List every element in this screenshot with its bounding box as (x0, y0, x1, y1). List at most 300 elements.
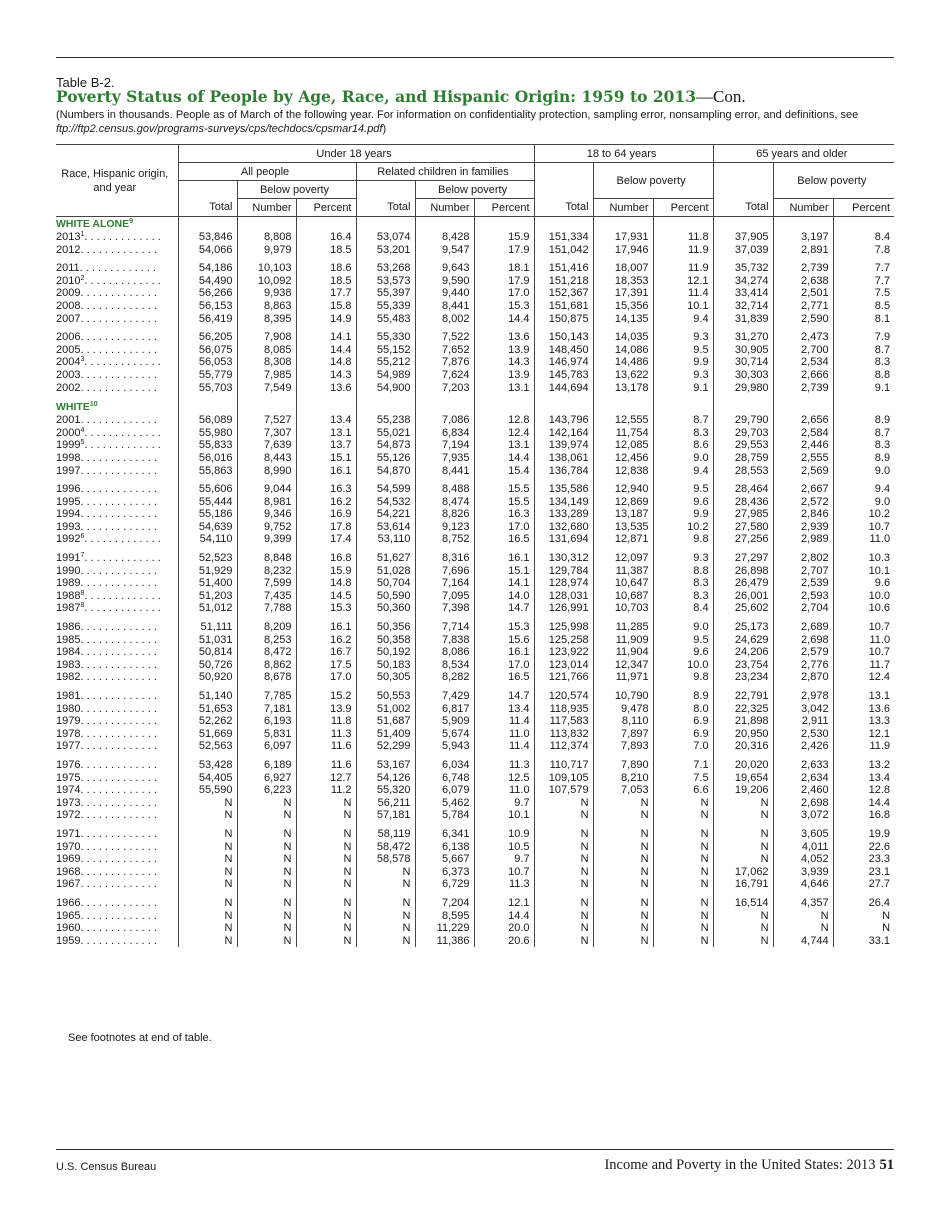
data-cell: 17.7 (296, 287, 356, 300)
data-cell: 56,205 (178, 331, 237, 344)
table-row (56, 784, 894, 797)
data-cell: 3,072 (773, 809, 833, 822)
data-cell: 9,590 (415, 275, 474, 288)
data-cell: 135,586 (534, 483, 593, 496)
year-cell (56, 508, 178, 521)
section-cell (653, 400, 713, 414)
data-cell: N (237, 897, 296, 910)
data-cell: 12,869 (593, 496, 653, 509)
data-cell: 2,593 (773, 590, 833, 603)
data-cell: 15.6 (474, 634, 534, 647)
data-cell: 2,667 (773, 483, 833, 496)
see-footnotes: See footnotes at end of table. (68, 1032, 212, 1044)
data-cell: 8,209 (237, 621, 296, 634)
data-cell: 51,653 (178, 703, 237, 716)
data-cell: N (593, 841, 653, 854)
data-cell: 9.3 (653, 331, 713, 344)
data-cell: 16.1 (474, 552, 534, 565)
data-cell: 11.0 (833, 533, 894, 546)
year-value: 2003 (56, 368, 81, 381)
table-row (56, 922, 894, 935)
table-row (56, 244, 894, 257)
data-cell: N (296, 866, 356, 879)
data-cell: 27,256 (713, 533, 773, 546)
col-percent: Percent (296, 199, 356, 217)
data-cell: 13.3 (833, 715, 894, 728)
data-cell: 7.9 (833, 331, 894, 344)
data-cell: 8,210 (593, 772, 653, 785)
data-cell: 10,703 (593, 602, 653, 615)
dot-leader: . . . . . . . . . . . . . (80, 758, 157, 771)
year-cell (56, 866, 178, 879)
data-cell: 144,694 (534, 382, 593, 395)
data-cell: 126,991 (534, 602, 593, 615)
data-cell: 13.4 (296, 414, 356, 427)
data-cell: N (833, 922, 894, 935)
data-cell: 55,703 (178, 382, 237, 395)
year-value: 1973 (56, 796, 81, 809)
data-cell: 2,698 (773, 634, 833, 647)
data-cell: 50,920 (178, 671, 237, 684)
data-cell: 151,218 (534, 275, 593, 288)
data-cell: 54,186 (178, 262, 237, 275)
section-cell (593, 217, 653, 232)
year-cell (56, 344, 178, 357)
data-cell: 56,419 (178, 313, 237, 326)
data-cell: 14,035 (593, 331, 653, 344)
dot-leader: . . . . . . . . . . . . . (80, 621, 157, 634)
data-cell: 9,643 (415, 262, 474, 275)
data-cell: N (534, 797, 593, 810)
dot-leader: . . . . . . . . . . . . . (84, 426, 161, 439)
section-title (56, 400, 178, 414)
data-cell: 9.7 (474, 797, 534, 810)
header-18-64-below-poverty: Below poverty (593, 163, 713, 199)
data-cell: 14.9 (296, 313, 356, 326)
data-cell: 4,052 (773, 853, 833, 866)
data-cell: N (296, 809, 356, 822)
data-cell: N (178, 828, 237, 841)
data-cell: N (653, 809, 713, 822)
table-row (56, 634, 894, 647)
data-cell: 9,938 (237, 287, 296, 300)
dot-leader: . . . . . . . . . . . . . (80, 934, 157, 947)
data-cell: N (237, 922, 296, 935)
dot-leader: . . . . . . . . . . . . . (80, 633, 157, 646)
table-row (56, 878, 894, 891)
year-value: 1990 (56, 564, 81, 577)
section-cell (178, 400, 237, 414)
data-cell: 2,891 (773, 244, 833, 257)
year-cell (56, 602, 178, 615)
data-cell: 8,441 (415, 300, 474, 313)
data-cell: 16,791 (713, 878, 773, 891)
data-cell: 17.0 (296, 671, 356, 684)
data-cell: N (356, 878, 415, 891)
data-cell: 2,634 (773, 772, 833, 785)
year-value: 1994 (56, 508, 81, 521)
data-cell: 152,367 (534, 287, 593, 300)
year-cell (56, 452, 178, 465)
data-cell: N (296, 922, 356, 935)
data-cell: 12,347 (593, 659, 653, 672)
dot-leader: . . . . . . . . . . . . . (80, 343, 157, 356)
year-value: 1965 (56, 909, 81, 922)
data-cell: N (178, 910, 237, 923)
data-cell: 12.7 (296, 772, 356, 785)
data-cell: 17.9 (474, 275, 534, 288)
data-cell: 8,085 (237, 344, 296, 357)
data-cell: 12,940 (593, 483, 653, 496)
data-cell: 7,696 (415, 565, 474, 578)
data-cell: 50,356 (356, 621, 415, 634)
data-cell: 15.5 (474, 496, 534, 509)
data-cell: 50,305 (356, 671, 415, 684)
year-value: 1977 (56, 740, 81, 753)
dot-leader: . . . . . . . . . . . . . (80, 727, 157, 740)
data-cell: 2,555 (773, 452, 833, 465)
data-cell: 9.9 (653, 508, 713, 521)
data-cell: N (534, 809, 593, 822)
blank-all-total (178, 181, 237, 199)
data-cell: 2,771 (773, 300, 833, 313)
data-cell: 128,974 (534, 577, 593, 590)
data-cell: 2,739 (773, 382, 833, 395)
header-all-people: All people (178, 163, 356, 181)
data-cell: 17.0 (474, 659, 534, 672)
data-cell: 17.0 (474, 521, 534, 534)
data-cell: 14.4 (296, 344, 356, 357)
data-cell: 3,605 (773, 828, 833, 841)
data-cell: N (653, 897, 713, 910)
year-cell (56, 922, 178, 935)
dot-leader: . . . . . . . . . . . . . (80, 690, 157, 702)
table-row (56, 344, 894, 357)
data-cell: 113,832 (534, 728, 593, 741)
data-cell: 9.0 (833, 496, 894, 509)
data-cell: 25,602 (713, 602, 773, 615)
data-cell: N (713, 853, 773, 866)
data-cell: 16.5 (474, 533, 534, 546)
data-cell: 9.5 (653, 634, 713, 647)
year-cell (56, 533, 178, 546)
page-number: 51 (879, 1157, 894, 1173)
data-cell: 8.9 (653, 690, 713, 703)
data-cell: N (653, 922, 713, 935)
data-cell: 20,020 (713, 759, 773, 772)
data-cell: 8.9 (833, 452, 894, 465)
data-cell: 15.8 (296, 300, 356, 313)
data-cell: 12.1 (833, 728, 894, 741)
year-value: 1967 (56, 878, 81, 891)
data-cell: 9.0 (833, 465, 894, 478)
data-cell: 5,943 (415, 740, 474, 753)
data-cell: 9,440 (415, 287, 474, 300)
year-value: 2011 (56, 262, 80, 275)
data-cell: N (534, 910, 593, 923)
data-cell: 56,089 (178, 414, 237, 427)
data-cell: 8,488 (415, 483, 474, 496)
data-cell: 7,897 (593, 728, 653, 741)
data-cell: 56,266 (178, 287, 237, 300)
data-cell: 6,834 (415, 427, 474, 440)
data-cell: 14.5 (296, 590, 356, 603)
data-cell: 7,164 (415, 577, 474, 590)
data-cell: 10.7 (833, 621, 894, 634)
data-cell: 2,911 (773, 715, 833, 728)
data-cell: 12.1 (653, 275, 713, 288)
year-cell (56, 646, 178, 659)
data-cell: 53,167 (356, 759, 415, 772)
year-value: 2013 (56, 231, 81, 243)
data-cell: 6,193 (237, 715, 296, 728)
table-row (56, 772, 894, 785)
data-cell: 52,262 (178, 715, 237, 728)
table-row (56, 231, 894, 244)
data-cell: 6.6 (653, 784, 713, 797)
data-cell: 7,527 (237, 414, 296, 427)
data-cell: 16.5 (474, 671, 534, 684)
data-cell: 10,687 (593, 590, 653, 603)
data-cell: 8,826 (415, 508, 474, 521)
data-cell: 8.8 (833, 369, 894, 382)
table-row (56, 740, 894, 753)
table-row (56, 797, 894, 810)
data-cell: 34,274 (713, 275, 773, 288)
table-row (56, 602, 894, 615)
year-value: 2000 (56, 426, 81, 439)
col-total: Total (534, 199, 593, 217)
dot-leader: . . . . . . . . . . . . . (80, 520, 157, 533)
dot-leader: . . . . . . . . . . . . . (84, 533, 161, 546)
data-cell: 53,110 (356, 533, 415, 546)
data-cell: N (237, 797, 296, 810)
data-cell: 151,042 (534, 244, 593, 257)
data-cell: 51,687 (356, 715, 415, 728)
data-cell: 4,646 (773, 878, 833, 891)
data-cell: 14.4 (474, 452, 534, 465)
year-cell (56, 552, 178, 565)
section-row (56, 217, 894, 232)
data-cell: 24,206 (713, 646, 773, 659)
year-value: 2004 (56, 356, 81, 369)
dot-leader: . . . . . . . . . . . . . (80, 784, 157, 797)
data-cell: 8,110 (593, 715, 653, 728)
data-cell: 8.3 (653, 577, 713, 590)
dot-leader: . . . . . . . . . . . . . (80, 464, 157, 477)
data-cell: 10.2 (653, 521, 713, 534)
data-cell: N (833, 910, 894, 923)
data-cell: 31,270 (713, 331, 773, 344)
dot-leader: . . . . . . . . . . . . . (80, 508, 157, 521)
data-cell: 8,595 (415, 910, 474, 923)
data-cell: 13,178 (593, 382, 653, 395)
section-cell (593, 400, 653, 414)
data-cell: 2,939 (773, 521, 833, 534)
data-cell: 7,639 (237, 439, 296, 452)
table-note (56, 108, 896, 136)
data-cell: 7,307 (237, 427, 296, 440)
data-cell: 9.5 (653, 483, 713, 496)
data-cell: 8,862 (237, 659, 296, 672)
year-value: 2010 (56, 274, 81, 287)
year-cell (56, 427, 178, 440)
data-cell: 55,606 (178, 483, 237, 496)
data-cell: 13.1 (296, 427, 356, 440)
data-cell: 3,042 (773, 703, 833, 716)
section-cell (474, 400, 534, 414)
data-cell: N (593, 897, 653, 910)
data-cell: 17.0 (474, 287, 534, 300)
dot-leader: . . . . . . . . . . . . . (80, 646, 157, 659)
data-cell: 8.4 (653, 602, 713, 615)
data-cell: 7.5 (833, 287, 894, 300)
year-cell (56, 414, 178, 427)
table-row (56, 483, 894, 496)
year-cell (56, 897, 178, 910)
table-row (56, 910, 894, 923)
data-cell: 54,532 (356, 496, 415, 509)
year-value: 1999 (56, 439, 81, 452)
data-cell: 9,547 (415, 244, 474, 257)
data-cell: 30,714 (713, 356, 773, 369)
data-cell: 55,444 (178, 496, 237, 509)
data-cell: 16.4 (296, 231, 356, 244)
table-row (56, 521, 894, 534)
data-cell: 4,744 (773, 935, 833, 948)
data-cell: 9,044 (237, 483, 296, 496)
data-cell: 26.4 (833, 897, 894, 910)
data-cell: 9.4 (653, 465, 713, 478)
data-cell: 11.6 (296, 740, 356, 753)
data-cell: 51,409 (356, 728, 415, 741)
table-row (56, 452, 894, 465)
data-cell: N (593, 935, 653, 948)
data-cell: N (296, 841, 356, 854)
data-cell: 7,838 (415, 634, 474, 647)
data-cell: 134,149 (534, 496, 593, 509)
table-row (56, 300, 894, 313)
year-cell (56, 703, 178, 716)
year-cell (56, 690, 178, 703)
data-cell: 8,981 (237, 496, 296, 509)
data-cell: 53,614 (356, 521, 415, 534)
year-cell (56, 828, 178, 841)
section-cell (415, 217, 474, 232)
data-cell: 2,501 (773, 287, 833, 300)
poverty-table (56, 144, 894, 947)
data-cell: 125,998 (534, 621, 593, 634)
data-cell: 8,441 (415, 465, 474, 478)
data-cell: 2,978 (773, 690, 833, 703)
data-cell: 2,666 (773, 369, 833, 382)
data-cell: 7,429 (415, 690, 474, 703)
data-cell: 53,201 (356, 244, 415, 257)
col-total: Total (178, 199, 237, 217)
data-cell: 131,694 (534, 533, 593, 546)
table-row (56, 356, 894, 369)
data-cell: N (237, 809, 296, 822)
header-65-older: 65 years and older (713, 145, 894, 163)
dot-leader: . . . . . . . . . . . . . (80, 671, 157, 684)
year-footnote: 5 (80, 439, 85, 447)
year-cell (56, 382, 178, 395)
data-cell: 11.8 (296, 715, 356, 728)
data-cell: 9.6 (833, 577, 894, 590)
data-cell: 13.4 (833, 772, 894, 785)
data-cell: 7,652 (415, 344, 474, 357)
data-cell: 55,339 (356, 300, 415, 313)
table-row (56, 369, 894, 382)
data-cell: 11.4 (653, 287, 713, 300)
year-value: 1993 (56, 520, 81, 533)
data-cell: 29,703 (713, 427, 773, 440)
year-value: 1974 (56, 784, 81, 797)
data-cell: 55,779 (178, 369, 237, 382)
data-cell: 13,622 (593, 369, 653, 382)
data-cell: 9.6 (653, 646, 713, 659)
data-cell: 11,229 (415, 922, 474, 935)
data-cell: N (534, 866, 593, 879)
year-cell (56, 841, 178, 854)
data-cell: 110,717 (534, 759, 593, 772)
data-cell: 3,197 (773, 231, 833, 244)
dot-leader: . . . . . . . . . . . . . (84, 589, 161, 602)
note-url[interactable]: ftp://ftp2.census.gov/programs-surveys/cps/techdocs/cpsmar14.pdf (56, 123, 383, 135)
dot-leader: . . . . . . . . . . . . . (80, 243, 157, 256)
data-cell: 19.9 (833, 828, 894, 841)
data-cell: N (356, 935, 415, 948)
data-cell: 6,729 (415, 878, 474, 891)
data-cell: 16.2 (296, 634, 356, 647)
data-cell: 10.7 (833, 521, 894, 534)
section-cell (237, 400, 296, 414)
data-cell: 6.9 (653, 728, 713, 741)
data-cell: 50,192 (356, 646, 415, 659)
table-row (56, 331, 894, 344)
data-cell: 33.1 (833, 935, 894, 948)
data-cell: 9.6 (653, 496, 713, 509)
data-cell: 133,289 (534, 508, 593, 521)
table-row (56, 897, 894, 910)
data-cell: 129,784 (534, 565, 593, 578)
data-cell: 15.9 (296, 565, 356, 578)
year-value: 1978 (56, 727, 81, 740)
data-cell: N (356, 922, 415, 935)
data-cell: 142,164 (534, 427, 593, 440)
table-row (56, 465, 894, 478)
dot-leader: . . . . . . . . . . . . . (80, 827, 157, 840)
table-row (56, 262, 894, 275)
data-cell: 11.9 (833, 740, 894, 753)
data-cell: 15.1 (296, 452, 356, 465)
data-cell: 2,584 (773, 427, 833, 440)
data-cell: 55,483 (356, 313, 415, 326)
year-value: 2008 (56, 299, 81, 312)
data-cell: 3,939 (773, 866, 833, 879)
footer-agency: U.S. Census Bureau (56, 1161, 157, 1173)
data-cell: N (296, 797, 356, 810)
data-cell: 10,647 (593, 577, 653, 590)
data-cell: 8,752 (415, 533, 474, 546)
year-cell (56, 275, 178, 288)
data-cell: 12,085 (593, 439, 653, 452)
data-cell: 121,766 (534, 671, 593, 684)
data-cell: 11,386 (415, 935, 474, 948)
year-value: 1970 (56, 840, 81, 853)
data-cell: 9,399 (237, 533, 296, 546)
data-cell: N (534, 935, 593, 948)
